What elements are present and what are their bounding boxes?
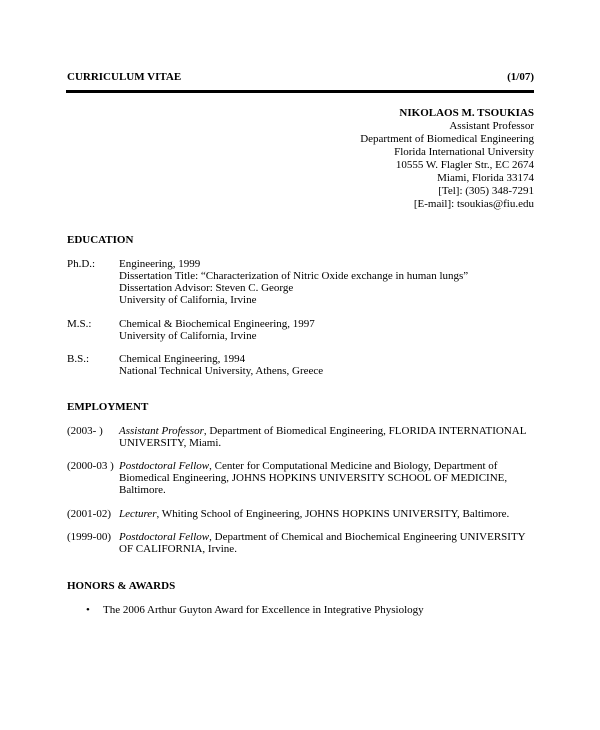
employment-role: Lecturer: [119, 508, 157, 520]
bullet-icon: •: [86, 604, 90, 616]
degree-details: [119, 353, 539, 377]
employment-detail: , Whiting School of Engineering, JOHNS HOPKINS UNIVERSITY, Baltimore.: [156, 508, 510, 520]
contact-university: Florida International University: [394, 146, 534, 158]
contact-position: Assistant Professor: [449, 120, 534, 132]
contact-department: Department of Biomedical Engineering: [360, 133, 534, 145]
degree-line: Chemical & Biochemical Engineering, 1997: [119, 318, 315, 330]
contact-email[interactable]: [E-mail]: tsoukias@fiu.edu: [413, 198, 534, 210]
degree-label: Ph.D.:: [67, 258, 96, 270]
header-rule: [66, 90, 534, 93]
degree-line: University of California, Irvine: [119, 294, 257, 306]
employment-detail: , Department of Chemical and Biochemical Engineering UNIVERSITY OF CALIFORNIA, Irvine.: [119, 531, 526, 555]
employment-date: (1999-00): [67, 531, 111, 543]
degree-line: Dissertation Title: “Characterization of Nitric Oxide exchange in human lungs”: [119, 270, 469, 282]
education-heading: EDUCATION: [67, 234, 134, 246]
degree-details: [119, 318, 539, 342]
employment-entry: [119, 460, 509, 496]
employment-heading: EMPLOYMENT: [67, 401, 149, 413]
employment-entry: [119, 531, 539, 555]
contact-tel: [Tel]: (305) 348-7291: [438, 185, 534, 197]
degree-line: Engineering, 1999: [119, 258, 201, 270]
document-title: CURRICULUM VITAE: [67, 71, 182, 83]
contact-address: 10555 W. Flagler Str., EC 2674: [395, 159, 534, 171]
degree-line: University of California, Irvine: [119, 330, 257, 342]
contact-city: Miami, Florida 33174: [437, 172, 534, 184]
employment-role: Postdoctoral Fellow: [119, 531, 210, 543]
employment-date: (2000-03 ): [67, 460, 114, 472]
honor-item: The 2006 Arthur Guyton Award for Excellence in Integrative Physiology: [103, 604, 424, 616]
employment-entry: [119, 425, 539, 449]
employment-role: Postdoctoral Fellow: [119, 460, 210, 472]
degree-label: M.S.:: [67, 318, 92, 330]
employment-role: Assistant Professor: [119, 425, 204, 437]
degree-details: [119, 258, 539, 306]
contact-block: [360, 107, 534, 211]
page-number: (1/07): [507, 71, 534, 83]
contact-name: NIKOLAOS M. TSOUKIAS: [399, 107, 534, 119]
honors-heading: HONORS & AWARDS: [67, 580, 176, 592]
employment-detail: , Center for Computational Medicine and Biology, Department of Biomedical Engineering, JOHNS HOPKINS UNIVERSITY SCHOOL OF MEDICINE, Baltimore.: [119, 460, 508, 496]
degree-line: National Technical University, Athens, Greece: [119, 365, 324, 377]
employment-entry: [119, 508, 539, 520]
degree-line: Chemical Engineering, 1994: [119, 353, 246, 365]
employment-detail: , Department of Biomedical Engineering, FLORIDA INTERNATIONAL UNIVERSITY, Miami.: [119, 425, 527, 449]
degree-label: B.S.:: [67, 353, 90, 365]
employment-date: (2003- ): [67, 425, 103, 437]
employment-date: (2001-02): [67, 508, 111, 520]
degree-line: Dissertation Advisor: Steven C. George: [119, 282, 294, 294]
